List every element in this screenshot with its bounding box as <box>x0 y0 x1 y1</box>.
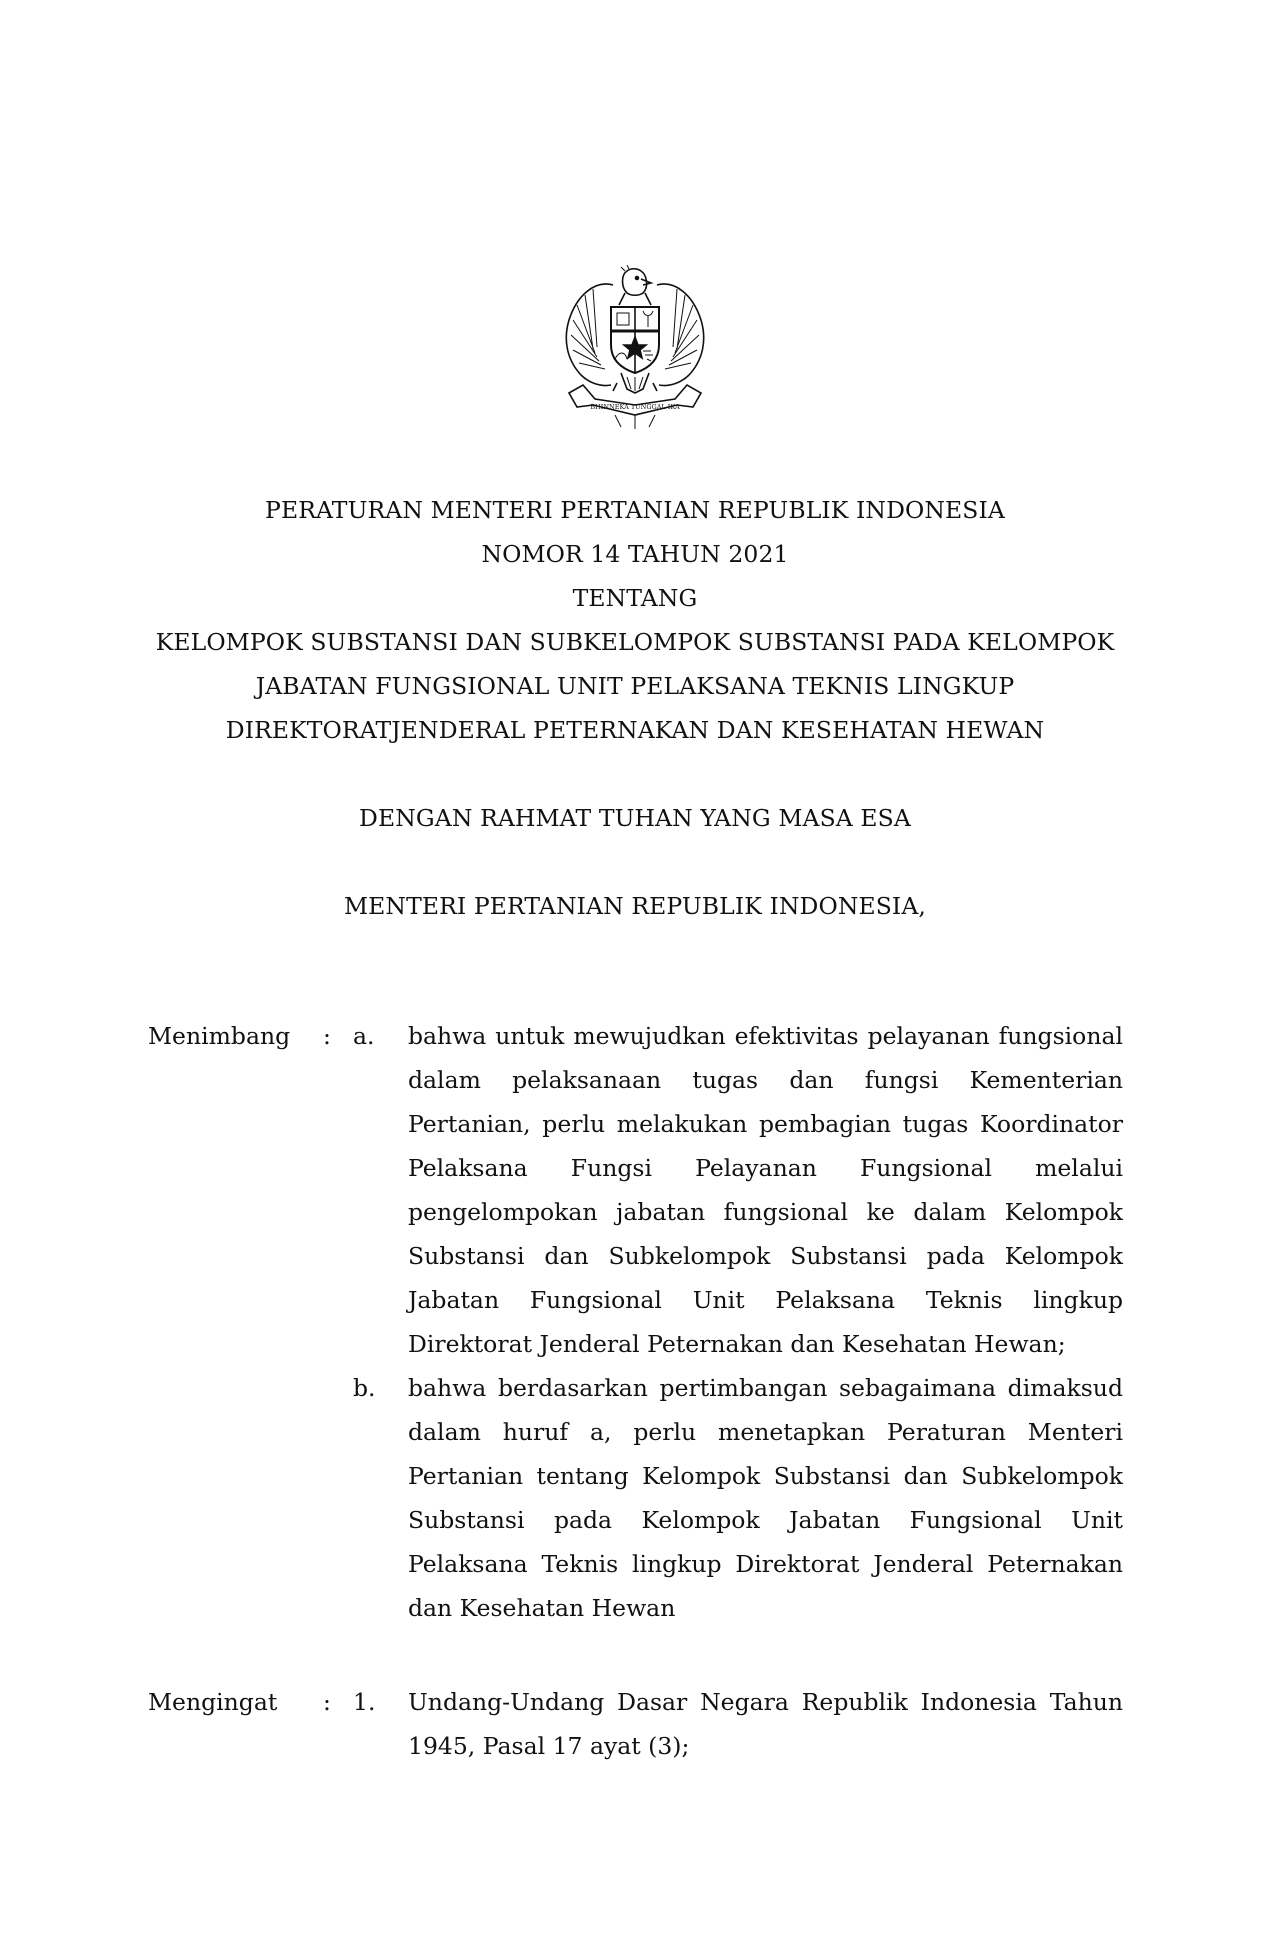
spacer <box>100 840 1170 884</box>
item-marker: 1. <box>353 1688 376 1716</box>
spacer <box>100 752 1170 796</box>
title-line-2: NOMOR 14 TAHUN 2021 <box>481 540 789 568</box>
title-line-3: TENTANG <box>572 584 698 612</box>
blessing-line: DENGAN RAHMAT TUHAN YANG MASA ESA <box>359 804 911 832</box>
item-marker: b. <box>353 1374 376 1402</box>
item-text: bahwa berdasarkan pertimbangan sebagaimana dimaksud dalam huruf a, perlu menetapkan Peraturan Menteri Pertanian tentang Kelompok Substansi dan Subkelompok Substansi pada Kelompok Jabatan Fungsional Unit Pelaksana Teknis lingkup Direktorat Jenderal Peternakan dan Kesehatan Hewan <box>408 1374 1123 1622</box>
menimbang-colon: : <box>323 1022 331 1050</box>
authority-line: MENTERI PERTANIAN REPUBLIK INDONESIA, <box>344 892 926 920</box>
title-line-6: DIREKTORATJENDERAL PETERNAKAN DAN KESEHATAN HEWAN <box>225 716 1045 744</box>
title-line-5: JABATAN FUNGSIONAL UNIT PELAKSANA TEKNIS LINGKUP <box>255 672 1015 700</box>
menimbang-label: Menimbang <box>148 1022 291 1050</box>
item-marker: a. <box>353 1022 375 1050</box>
emblem-motto: BHINNEKA TUNGGAL IKA <box>590 403 680 411</box>
garuda-emblem-icon <box>555 265 715 430</box>
item-text: bahwa untuk mewujudkan efektivitas pelayanan fungsional dalam pelaksanaan tugas dan fungsi Kementerian Pertanian, perlu melakukan pembagian tugas Koordinator Pelaksana Fungsi Pelayanan Fungsional melalui pengelompokan jabatan fungsional ke dalam Kelompok Substansi dan Subkelompok Substansi pada Kelompok Jabatan Fungsional Unit Pelaksana Teknis lingkup Direktorat Jenderal Peternakan dan Kesehatan Hewan; <box>408 1022 1123 1358</box>
title-line-4: KELOMPOK SUBSTANSI DAN SUBKELOMPOK SUBSTANSI PADA KELOMPOK <box>155 628 1115 656</box>
title-line-1: PERATURAN MENTERI PERTANIAN REPUBLIK INDONESIA <box>265 496 1005 524</box>
mengingat-colon: : <box>323 1688 331 1716</box>
mengingat-section <box>148 1680 1123 1768</box>
menimbang-item-a <box>353 1014 1123 1366</box>
menimbang-section <box>148 1014 1123 1630</box>
mengingat-label: Mengingat <box>148 1688 278 1716</box>
regulation-title <box>100 488 1170 928</box>
mengingat-item-1 <box>353 1680 1123 1768</box>
menimbang-item-b <box>353 1366 1123 1630</box>
item-text: Undang-Undang Dasar Negara Republik Indonesia Tahun 1945, Pasal 17 ayat (3); <box>408 1688 1123 1760</box>
